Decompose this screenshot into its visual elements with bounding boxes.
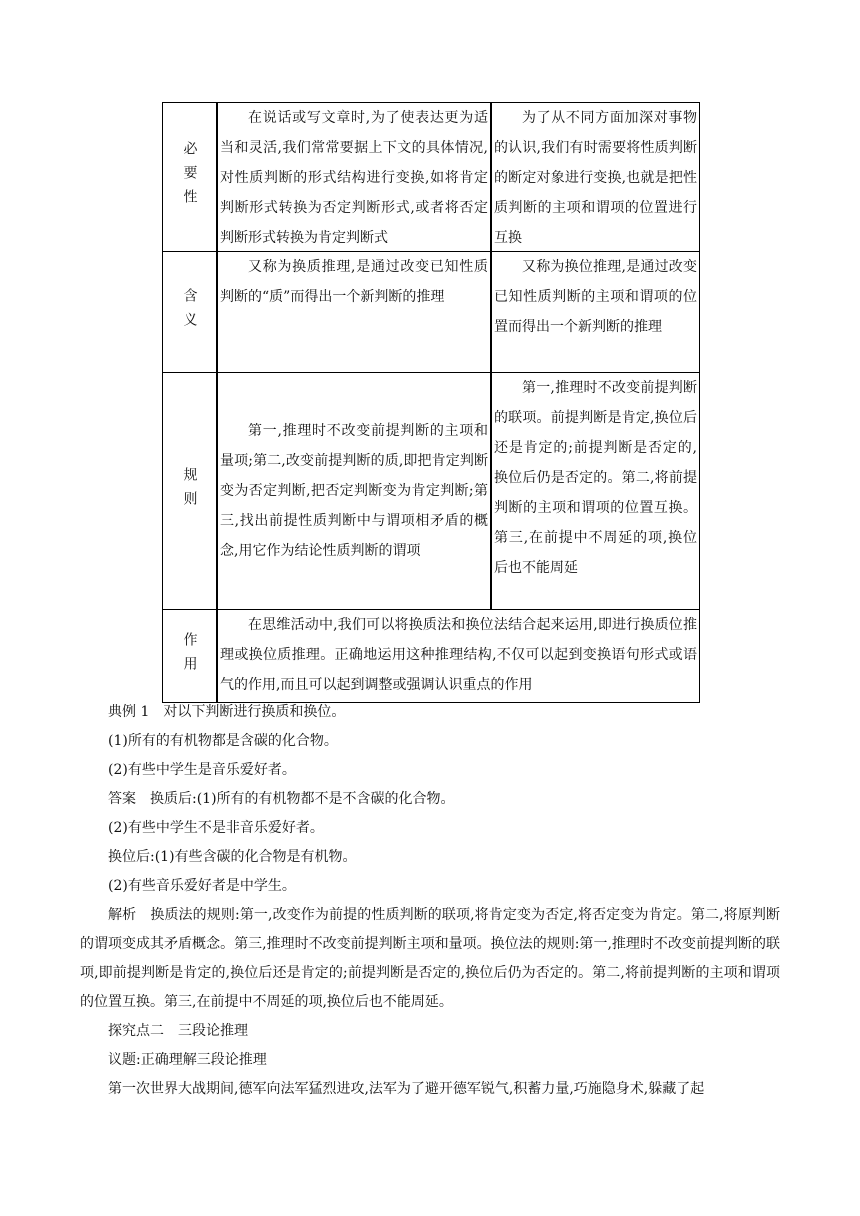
cell-obversion-necessity: 为了从不同方面加深对事物的认识,我们有时需要将性质判断的断定对象进行变换,也就是把性质判断的主项和谓项的位置进行互换 [492,103,700,251]
example-title: 典例 1 对以下判断进行换质和换位。 [108,704,346,720]
example-question-1: (1)所有的有机物都是含碳的化合物。 [108,733,338,749]
example-analysis: 解析 换质法的规则:第一,改变作为前提的性质判断的联项,将肯定变为否定,将否定变为肯定。第二,将原判断的谓项变成其矛盾概念。第三,推理时不改变前提判断主项和量项。换位法的规则:第一,推理时不改变前提判断的联项,即前提判断是肯定的,换位后还是肯定的;前提判断是否定的,换位后仍为否定的。第二,将前提判断的主项和谓项的位置互换。第三,在前提中不周延的项,换位后也不能周延。 [80,907,780,1010]
example-block [80,698,780,1104]
cell-conversion-rules [218,373,492,609]
row-header-necessity: 必要性 [162,103,218,251]
table-row-meaning [162,252,700,373]
example-answer-2: (2)有些中学生不是非音乐爱好者。 [108,820,324,836]
cell-obversion-meaning: 又称为换位推理,是通过改变已知性质判断的主项和谓项的位置而得出一个新判断的推理 [492,252,700,372]
row-header-rules: 规则 [162,373,218,609]
cell-conversion-meaning: 又称为换质推理,是通过改变已知性质判断的“质”而得出一个新判断的推理 [218,252,492,372]
comparison-table [162,102,700,703]
cell-conversion-rules-text: 第一,推理时不改变前提判断的主项和量项;第二,改变前提判断的质,即把肯定判断变为否定判断,把否定判断变为肯定判断;第三,找出前提性质判断中与谓项相矛盾的概念,用它作为结论性质判断的谓项 [220,423,488,559]
row-header-meaning: 含义 [162,252,218,372]
cell-function: 在思维活动中,我们可以将换质法和换位法结合起来运用,即进行换质位推理或换位质推理。正确地运用这种推理结构,不仅可以起到变换语句形式或语气的作用,而且可以起到调整或强调认识重点的作用 [218,610,700,702]
example-question-2: (2)有些中学生是音乐爱好者。 [108,762,296,778]
table-row-rules [162,373,700,610]
example-answer-1: 答案 换质后:(1)所有的有机物都不是不含碳的化合物。 [108,791,455,807]
section-topic: 议题:正确理解三段论推理 [108,1052,267,1068]
table-row-function [162,610,700,703]
table-row-necessity [162,102,700,252]
cell-obversion-rules: 第一,推理时不改变前提判断的联项。前提判断是肯定,换位后还是肯定的;前提判断是否定的,换位后仍是否定的。第二,将前提判断的主项和谓项的位置互换。第三,在前提中不周延的项,换位后也不能周延 [492,373,700,609]
cell-conversion-necessity: 在说话或写文章时,为了使表达更为适当和灵活,我们常常要据上下文的具体情况,对性质判断的形式结构进行变换,如将肯定判断形式转换为否定判断形式,或者将否定判断形式转换为肯定判断式 [218,103,492,251]
section-title: 探究点二 三段论推理 [108,1023,248,1039]
section-paragraph: 第一次世界大战期间,德军向法军猛烈进攻,法军为了避开德军锐气,积蓄力量,巧施隐身术,躲藏了起 [108,1081,705,1097]
example-answer-3: 换位后:(1)有些含碳的化合物是有机物。 [108,849,357,865]
row-header-function: 作用 [162,610,218,702]
example-answer-4: (2)有些音乐爱好者是中学生。 [108,878,296,894]
